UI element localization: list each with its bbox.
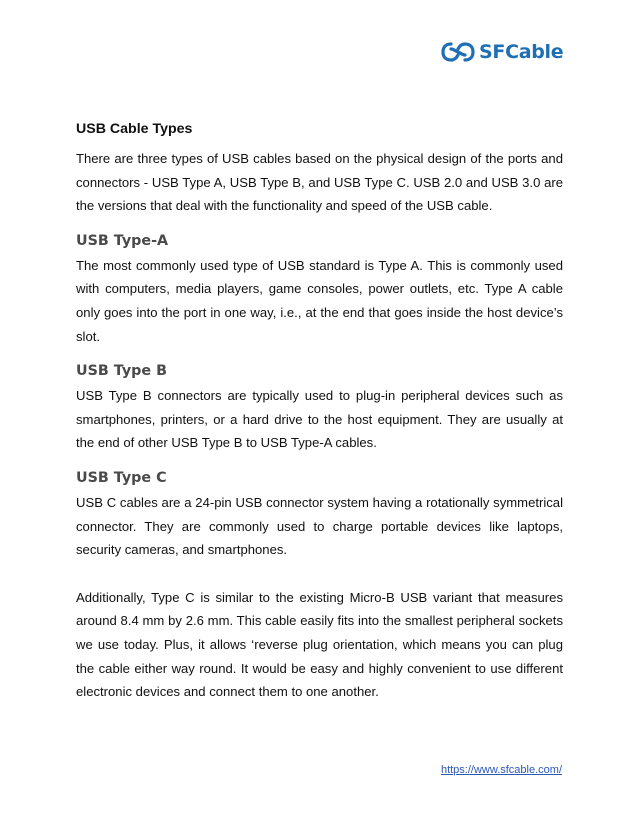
document-title: USB Cable Types: [76, 121, 193, 137]
section-heading-usb-type-a: USB Type-A: [76, 232, 169, 249]
brand-name: SFCable: [479, 40, 564, 63]
section-paragraph: Additionally, Type C is similar to the existing Micro-B USB variant that measures around 8.4 mm by 2.6 mm. This cable easily fits into the smallest peripheral sockets we use today. Plus, it allows ‘reverse plug orientation, which means you can plug the cable either way round. It would be easy and highly convenient to use different electronic devices and connect them to one another.: [76, 589, 563, 700]
section-paragraph: USB C cables are a 24-pin USB connector system having a rotationally symmetrical connector. They are commonly used to charge portable devices like laptops, security cameras, and smartphones.: [76, 494, 563, 558]
sfcable-logo-icon: [441, 38, 475, 66]
section-heading-usb-type-b: USB Type B: [76, 363, 167, 380]
brand-logo[interactable]: [441, 36, 567, 68]
intro-paragraph: There are three types of USB cables based on the physical design of the ports and connectors - USB Type A, USB Type B, and USB Type C. USB 2.0 and USB 3.0 are the versions that deal with the functionality and speed of the USB cable.: [76, 151, 563, 214]
paragraph-spacer: [76, 562, 563, 586]
section-paragraph: The most commonly used type of USB standard is Type A. This is commonly used with computers, media players, game consoles, power outlets, etc. Type A cable only goes into the port in one way, i.e., at the end that goes inside the host device’s slot.: [76, 257, 563, 344]
document-body: [76, 119, 563, 704]
section-paragraph: USB Type B connectors are typically used to plug-in peripheral devices such as smartphones, printers, or a hard drive to the host equipment. They are usually at the end of other USB Type B to USB Type-A cables.: [76, 388, 563, 451]
section-heading-usb-type-c: USB Type C: [76, 469, 167, 486]
footer-website-link[interactable]: https://www.sfcable.com/: [440, 764, 562, 776]
